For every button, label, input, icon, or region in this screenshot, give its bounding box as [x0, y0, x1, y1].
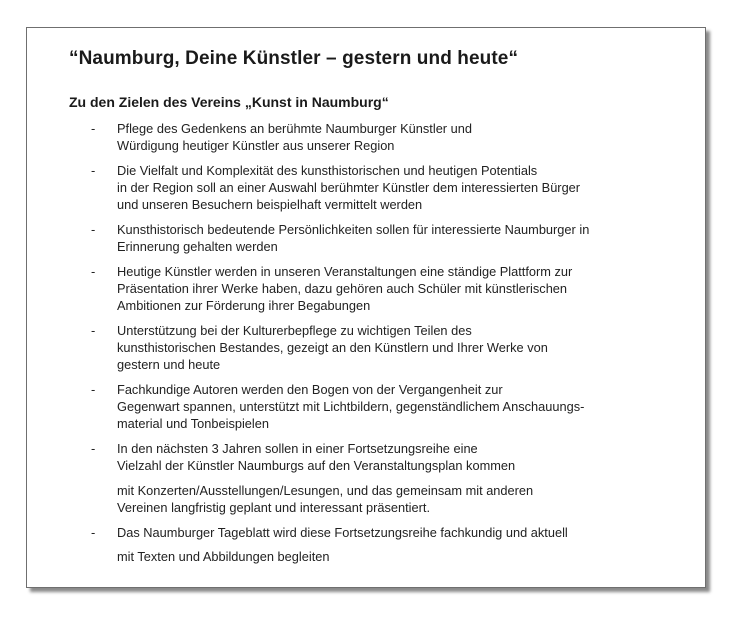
item-line: gestern und heute — [117, 357, 221, 372]
document-page — [26, 27, 706, 588]
bullet-dash: - — [91, 121, 96, 136]
item-line: und unseren Besuchern beispielhaft vermittelt werden — [117, 197, 423, 212]
list-item-continuation — [87, 482, 687, 516]
item-line: Fachkundige Autoren werden den Bogen von der Vergangenheit zur — [117, 382, 503, 397]
item-line: mit Konzerten/Ausstellungen/Lesungen, und das gemeinsam mit anderen — [117, 483, 534, 498]
item-line: Unterstützung bei der Kulturerbepflege zu wichtigen Teilen des — [117, 323, 472, 338]
item-line: Pflege des Gedenkens an berühmte Naumburger Künstler und — [117, 121, 472, 136]
item-line: Erinnerung gehalten werden — [117, 239, 278, 254]
item-line: material und Tonbeispielen — [117, 416, 270, 431]
list-item — [87, 322, 687, 373]
list-item — [87, 381, 687, 432]
item-line: mit Texten und Abbildungen begleiten — [117, 549, 330, 564]
bullet-dash: - — [91, 441, 96, 456]
item-line: kunsthistorischen Bestandes, gezeigt an den Künstlern und Ihrer Werke von — [117, 340, 548, 355]
list-item — [87, 120, 687, 154]
item-line: Die Vielfalt und Komplexität des kunsthistorischen und heutigen Potentials — [117, 163, 538, 178]
item-line: Würdigung heutiger Künstler aus unserer Region — [117, 138, 395, 153]
document-subtitle: Zu den Zielen des Vereins „Kunst in Naumburg“ — [69, 94, 389, 110]
item-line: Das Naumburger Tageblatt wird diese Fortsetzungsreihe fachkundig und aktuell — [117, 525, 568, 540]
item-line: Ambitionen zur Förderung ihrer Begabungen — [117, 298, 371, 313]
bullet-dash: - — [91, 525, 96, 540]
item-line: Heutige Künstler werden in unseren Veranstaltungen eine ständige Plattform zur — [117, 264, 573, 279]
bullet-dash: - — [91, 323, 96, 338]
list-item — [87, 263, 687, 314]
item-line: Kunsthistorisch bedeutende Persönlichkeiten sollen für interessierte Naumburger in — [117, 222, 590, 237]
list-item — [87, 221, 687, 255]
bullet-dash: - — [91, 264, 96, 279]
item-line: In den nächsten 3 Jahren sollen in einer Fortsetzungsreihe eine — [117, 441, 478, 456]
bullet-dash: - — [91, 163, 96, 178]
item-line: Vereinen langfristig geplant und interessant präsentiert. — [117, 500, 431, 515]
bullet-dash: - — [91, 222, 96, 237]
goals-list — [87, 120, 687, 573]
list-item — [87, 524, 687, 565]
item-line: Gegenwart spannen, unterstützt mit Lichtbildern, gegenständlichem Anschauungs- — [117, 399, 585, 414]
item-line: in der Region soll an einer Auswahl berühmter Künstler dem interessierten Bürger — [117, 180, 581, 195]
list-item — [87, 440, 687, 474]
item-line: Vielzahl der Künstler Naumburgs auf den Veranstaltungsplan kommen — [117, 458, 516, 473]
list-item — [87, 162, 687, 213]
item-line: Präsentation ihrer Werke haben, dazu gehören auch Schüler mit künstlerischen — [117, 281, 568, 296]
document-title: “Naumburg, Deine Künstler – gestern und heute“ — [69, 48, 519, 69]
bullet-dash: - — [91, 382, 96, 397]
